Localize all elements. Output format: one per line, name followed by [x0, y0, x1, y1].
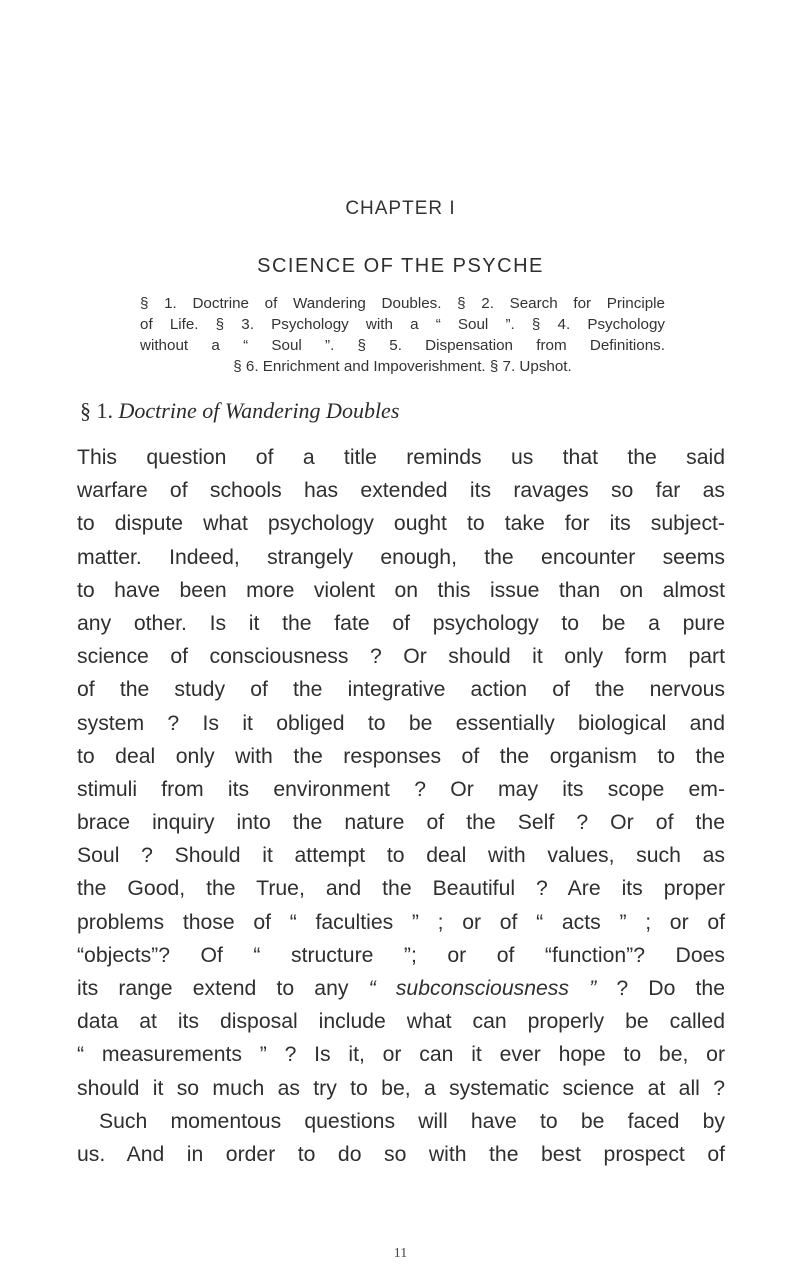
- chapter-label: CHAPTER I: [345, 198, 456, 219]
- body-text: [77, 441, 725, 1171]
- body-line: any other. Is it the fate of psychology to be a pure: [77, 611, 725, 635]
- body-line: Soul ? Should it attempt to deal with values, such as: [77, 844, 725, 868]
- italic-term: “ subconsciousness ”: [368, 977, 597, 1000]
- body-text-segment: ? Do the: [596, 977, 725, 1000]
- synopsis-line: of Life. § 3. Psychology with a “ Soul ”. § 4. Psychology: [140, 316, 665, 333]
- synopsis-line: § 1. Doctrine of Wandering Doubles. § 2. Search for Principle: [140, 295, 665, 312]
- section-heading: [80, 398, 730, 424]
- body-text-segment: its range extend to any: [77, 977, 369, 1000]
- body-line: the Good, the True, and the Beautiful ? Are its proper: [77, 877, 725, 901]
- body-line: warfare of schools has extended its ravages so far as: [77, 479, 725, 503]
- body-line: to have been more violent on this issue than on almost: [77, 578, 725, 602]
- chapter-title: SCIENCE OF THE PSYCHE: [257, 255, 544, 277]
- body-line: data at its disposal include what can properly be called: [77, 1010, 725, 1034]
- body-line: science of consciousness ? Or should it only form part: [77, 645, 725, 669]
- body-line: This question of a title reminds us that the said: [77, 446, 725, 469]
- body-line: us. And in order to do so with the best prospect of: [77, 1142, 725, 1166]
- section-number: § 1.: [80, 398, 113, 423]
- body-line: stimuli from its environment ? Or may its scope em-: [77, 777, 725, 801]
- body-line: “ measurements ” ? Is it, or can it ever hope to be, or: [77, 1043, 725, 1067]
- body-line: matter. Indeed, strangely enough, the encounter seems: [77, 545, 725, 569]
- body-line: system ? Is it obliged to be essentially biological and: [77, 711, 725, 735]
- chapter-synopsis: [140, 293, 665, 377]
- body-line: of the study of the integrative action of the nervous: [77, 678, 725, 702]
- body-line: [77, 972, 725, 1005]
- section-name: Doctrine of Wandering Doubles: [118, 398, 400, 423]
- page-number: 11: [393, 1246, 408, 1261]
- body-line: to dispute what psychology ought to take for its subject-: [77, 512, 725, 536]
- body-line: Such momentous questions will have to be faced by: [99, 1109, 725, 1133]
- body-line: brace inquiry into the nature of the Self ? Or of the: [77, 811, 725, 835]
- body-line: “objects”? Of “ structure ”; or of “function”? Does: [77, 943, 725, 967]
- body-line: problems those of “ faculties ” ; or of “ acts ” ; or of: [77, 910, 725, 934]
- body-line: should it so much as try to be, a systematic science at all ?: [77, 1076, 725, 1100]
- body-line: to deal only with the responses of the organism to the: [77, 744, 725, 768]
- synopsis-line: without a “ Soul ”. § 5. Dispensation from Definitions.: [140, 337, 665, 354]
- synopsis-line: § 6. Enrichment and Impoverishment. § 7. Upshot.: [233, 358, 572, 375]
